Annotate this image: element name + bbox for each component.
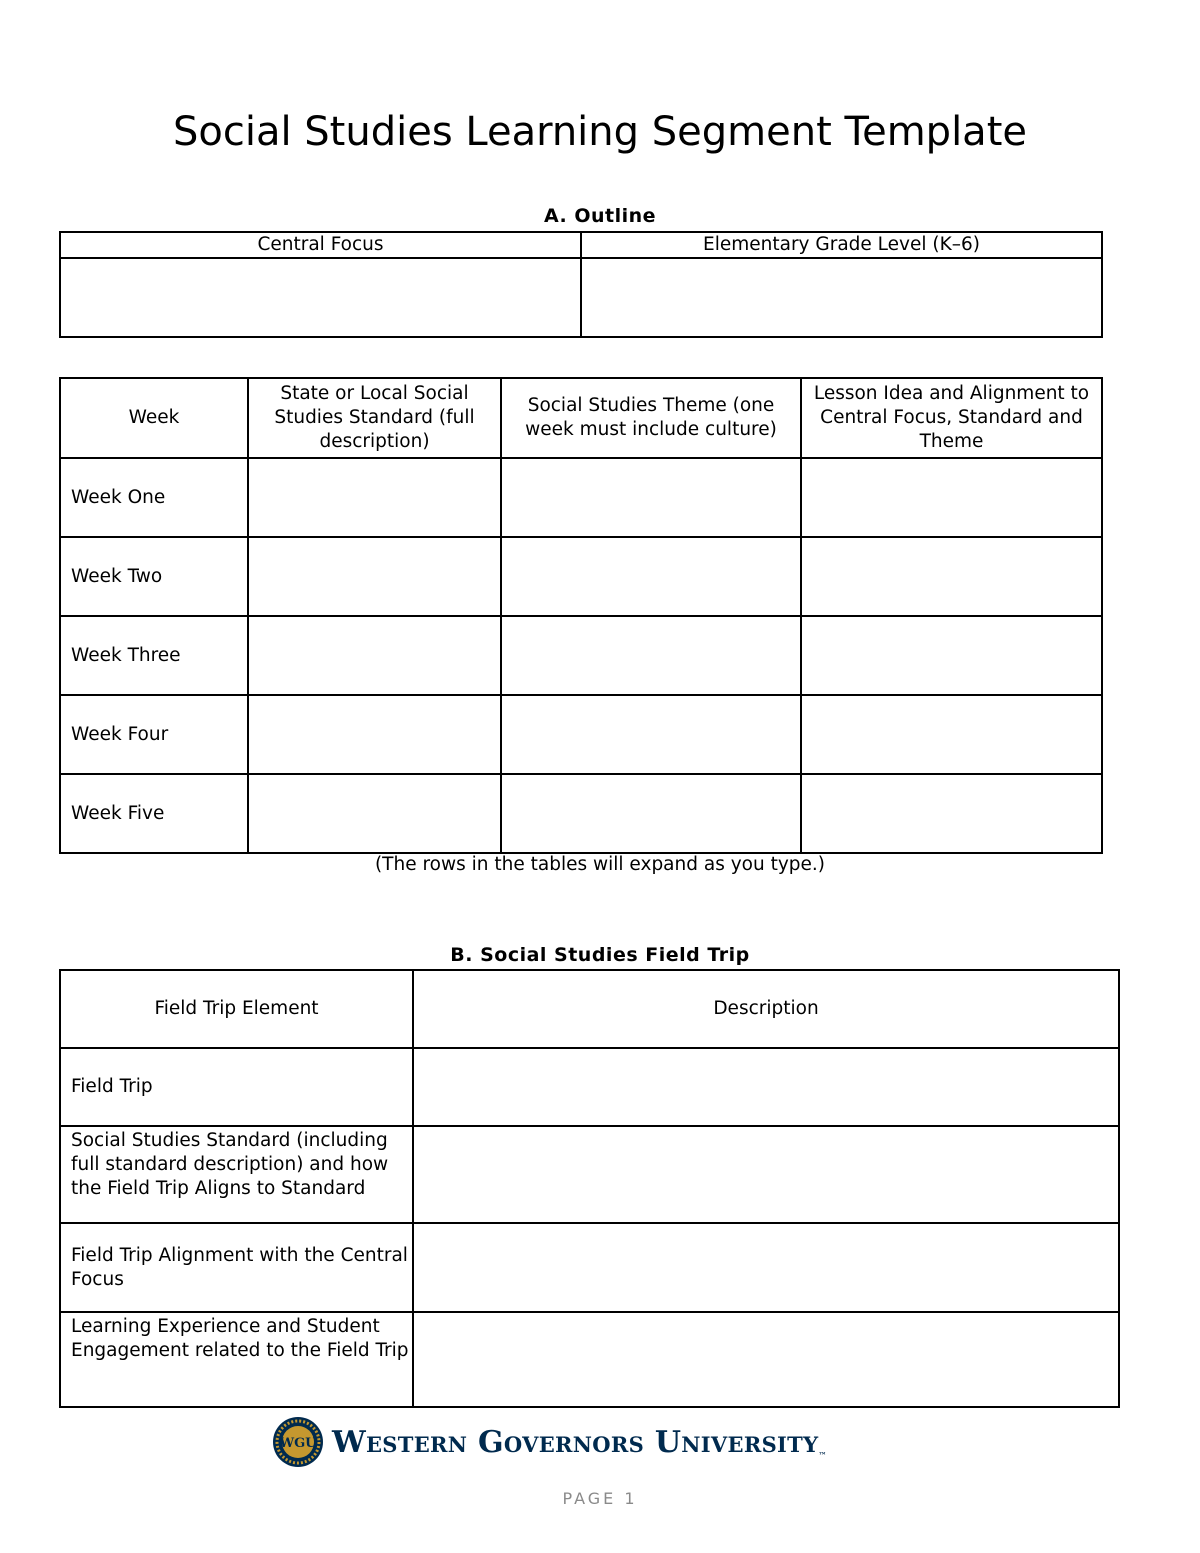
lesson-idea-column-header: Lesson Idea and Alignment to Central Focus, Standard and Theme [801, 378, 1102, 458]
seal-monogram: WGU [279, 1436, 317, 1451]
standard-column-header: State or Local Social Studies Standard (full description) [248, 378, 501, 458]
description-header: Description [413, 970, 1119, 1048]
week-label: Week Three [60, 616, 248, 695]
standard-row-label: Social Studies Standard (including full standard description) and how the Field Trip Aligns to Standard [60, 1126, 413, 1223]
table-row [60, 616, 1102, 695]
field-trip-row-label: Field Trip [60, 1048, 413, 1126]
outline-summary-table [59, 231, 1103, 338]
lesson-idea-cell[interactable] [801, 537, 1102, 616]
learning-experience-row-label: Learning Experience and Student Engagement related to the Field Trip [60, 1312, 413, 1407]
week-label: Week One [60, 458, 248, 537]
alignment-row-label: Field Trip Alignment with the Central Focus [60, 1223, 413, 1312]
central-focus-cell[interactable] [60, 258, 581, 337]
table-row [60, 1312, 1119, 1407]
theme-cell[interactable] [501, 774, 801, 853]
description-cell[interactable] [413, 1312, 1119, 1407]
section-a-heading: A. Outline [543, 205, 657, 227]
table-row [60, 695, 1102, 774]
table-row [60, 1048, 1119, 1126]
standard-cell[interactable] [248, 537, 501, 616]
theme-cell[interactable] [501, 537, 801, 616]
table-row [60, 458, 1102, 537]
table-row [60, 774, 1102, 853]
standard-cell[interactable] [248, 616, 501, 695]
lesson-idea-cell[interactable] [801, 458, 1102, 537]
standard-cell[interactable] [248, 774, 501, 853]
description-cell[interactable] [413, 1126, 1119, 1223]
grade-level-header: Elementary Grade Level (K–6) [581, 232, 1102, 258]
grade-level-cell[interactable] [581, 258, 1102, 337]
description-cell[interactable] [413, 1048, 1119, 1126]
standard-cell[interactable] [248, 695, 501, 774]
week-label: Week Two [60, 537, 248, 616]
document-title: Social Studies Learning Segment Template [172, 109, 1027, 155]
description-cell[interactable] [413, 1223, 1119, 1312]
week-label: Week Four [60, 695, 248, 774]
field-trip-element-header: Field Trip Element [60, 970, 413, 1048]
page-number: PAGE 1 [562, 1489, 638, 1508]
expand-note: (The rows in the tables will expand as you type.) [374, 854, 826, 875]
lesson-idea-cell[interactable] [801, 695, 1102, 774]
week-label: Week Five [60, 774, 248, 853]
theme-cell[interactable] [501, 695, 801, 774]
theme-cell[interactable] [501, 458, 801, 537]
university-seal-icon [272, 1416, 324, 1468]
table-row [60, 537, 1102, 616]
central-focus-header: Central Focus [60, 232, 581, 258]
lesson-idea-cell[interactable] [801, 774, 1102, 853]
field-trip-table [59, 969, 1120, 1408]
wgu-wordmark: Western Governors University™ [332, 1424, 827, 1460]
theme-cell[interactable] [501, 616, 801, 695]
lesson-idea-cell[interactable] [801, 616, 1102, 695]
table-row [60, 1126, 1119, 1223]
standard-cell[interactable] [248, 458, 501, 537]
weekly-outline-table [59, 377, 1103, 854]
theme-column-header: Social Studies Theme (one week must include culture) [501, 378, 801, 458]
wgu-logo [272, 1416, 827, 1468]
week-column-header: Week [60, 378, 248, 458]
wordmark-text: Western Governors University [332, 1424, 819, 1460]
section-b-heading: B. Social Studies Field Trip [450, 944, 750, 966]
table-row [60, 1223, 1119, 1312]
